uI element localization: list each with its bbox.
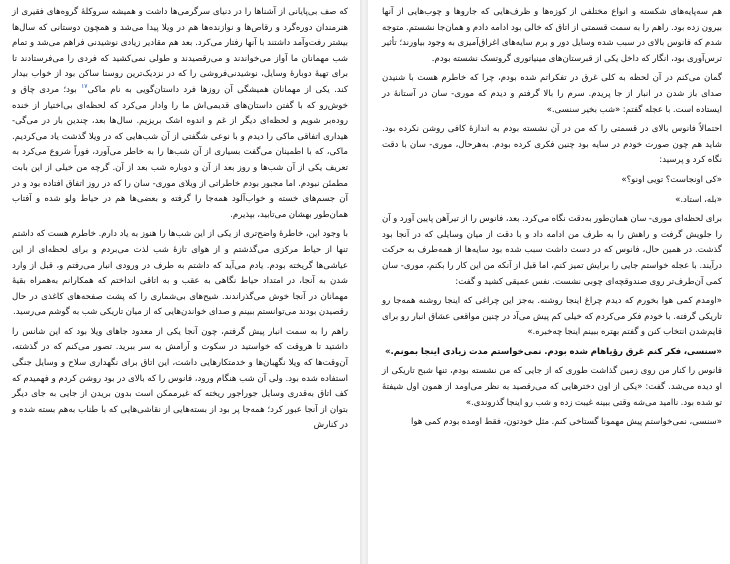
paragraph: فانوس را کنار من روی زمین گذاشت طوری که از جایی که من نشسته بودم، تنها شبح تاریکی از او دیده می‌شد. گفت: «یکی از اون دخترهایی که می‌رقصید به نظر می‌اومد از همون اول شیفتهٔ تو شده بود. ناامید می‌شه وقتی ببینه غیبت زده و شب رو اینجا گذروندی.» (382, 366, 722, 408)
book-gutter (360, 0, 368, 564)
dialogue-paragraph: «سنسی، نمی‌خواستم پیش مهمونا گستاخی کنم. مثل خودتون، فقط اومده بودم کمی هوا (410, 417, 722, 428)
left-page (0, 0, 360, 564)
right-page (368, 0, 730, 564)
paragraph: احتمالاً فانوس بالای در قسمتی را که من در آن نشسته بودم به اندازهٔ کافی روشن نکرده بود. شاید هم چون صورت خودم در سایه بود چنین فکری کرده بودم. به‌هرحال، موری- سان با دقت نگاه کرد و پرسید: (382, 124, 722, 166)
paragraph: گمان می‌کنم در آن لحظه به کلی غرق در تفکراتم شده بودم، چرا که خاطرم هست با شنیدن صدای باز شدن در انبار از جا پریدم. سرم را بالا گرفتم و دیدم که موری- سان در آستانهٔ در ایستاده است. با عجله گفتم: «شب بخیر سنسی.» (382, 73, 722, 115)
paragraph: هم سه‌پایه‌های شکسته و انواع مختلفی از کوزه‌ها و ظرف‌هایی که جاروها و چوب‌هایی از آنها بیرون زده بود. راهم را به سمت قسمتی از اتاق که خالی بود ادامه دادم و همان‌جا نشستم. متوجه شدم که فانوس بالای در سبب شده وسایل دور و برم سایه‌های اغراق‌آمیزی به وجود بیاورند؛ تأثیر ترس‌آوری بود، انگار که داخل یکی از قبرستان‌های مینیاتوری گروتسک نشسته بودم. (382, 7, 722, 64)
dialogue-line: «بله، استاد.» (675, 194, 722, 205)
paragraph (12, 5, 348, 223)
paragraph-text: که صف بی‌پایانی از آشناها را در دنیای سرگرمی‌ها داشت و همیشه سروکلهٔ گروه‌های فقیری از هنرمندان دوره‌گرد و رقاص‌ها و نوازنده‌ها هم در ویلا پیدا می‌شد و همچون دوستانی که سال‌ها بیشتر رفت‌وآمد داشتند با آنها رفتار می‌کرد. بعد هم مقادیر زیادی نوشیدنی فراهم می‌شد و تمام شب مهمانان ما آواز می‌خواندند و می‌رقصیدند و طولی نمی‌کشید که فردی را می‌فرستادند تا برای تهیهٔ دوبارهٔ وسایل، نوشیدنی‌فروشی را که در نزدیک‌ترین روستا ساکن بود از خواب بیدار کند. یکی از مهمانان همیشگی آن روزها فرد داستان‌گویی به نام ماکی (12, 7, 348, 95)
paragraph: برای لحظه‌ای موری- سان همان‌طور به‌دقت نگاه می‌کرد. بعد، فانوس را از تیرآهن پایین آورد و آن را جلویش گرفت و راهش را به طرف من ادامه داد و با دقت از میان وسایلی که در آنجا بود گذشت. در همین حال، فانوس که در دست داشت سبب شده بود سایه‌ها از همه‌طرف به حرکت درآیند. با عجله خواستم جایی را برایش تمیز کنم، اما قبل از آنکه من این کار را بکنم، موری- سان کمی آن‌طرف‌تر روی صندوقچه‌ای چوبی نشست. نفس عمیقی کشید و گفت: (382, 214, 722, 287)
dialogue-line: «کی اونجاست؟ تویی اونو؟» (621, 174, 722, 185)
paragraph: راهم را به سمت انبار پیش گرفتم، چون آنجا یکی از معدود جاهای ویلا بود که این شانس را داشتید تا هروقت که خواستید در سکوت و آرامش به سر ببرید. تصور می‌کنم که در گذشته، آن‌وقت‌ها که ویلا نگهبان‌ها و خدمتکارهایی داشت، این اتاق برای نگهداری سلاح و وسایل جنگی استفاده شده بود. ولی آن شب هنگام ورود، فانوس را که بالای در بود روشن کردم و فهمیدم که کف اتاق به‌قدری وسایل جوراجور ریخته که غیرممکن است بدون بریدن از جایی به جای دیگر بتوان از آنجا عبور کرد؛ همه‌جا پر بود از بسته‌هایی از نقاشی‌هایی که با طناب به‌هم بسته شده و در کنارش (12, 326, 348, 431)
paragraph-text: بود؛ مردی چاق و خوش‌رو که با گفتن داستان‌های قدیمی‌اش ما را وادار می‌کرد که لحظه‌ای بی‌اختیار از خنده روده‌بر شویم و لحظه‌ای دیگر از غم و اندوه اشک بریزیم. سال‌ها بعد، چندین بار در می‌گی- هیداری اتفاقی ماکی را دیدم و با نوعی شگفتی از آن شب‌هایی که در ویلا گذشت یاد می‌کردیم. ماکی، که با اطمینان می‌گفت بسیاری از آن شب‌ها را به خاطر می‌آورد، فوراً شروع می‌کرد به تعریف یکی از آن شب‌ها و روز بعد از آن و دوباره شب بعد از آن. گرچه من خیلی از این بابت مطمئن نبودم. اما مجبور بودم خاطراتی از ویلای موری- سان را که در روز اتفاق افتاده بود و در آن جسم‌های خسته و خواب‌آلود همه‌جا را گرفته و بعضی‌ها هم در حیاط ولو شده و آفتاب همان‌طور بهشان می‌تابید، بپذیرم. (12, 84, 348, 220)
dialogue-paragraph: «اومدم کمی هوا بخورم که دیدم چراغ اینجا روشنه. به‌جز این چراغی که اینجا روشنه همه‌جا رو تاریکی گرفته. با خودم فکر می‌کردم که خیلی کم پیش می‌آد در چنین مواقعی عشاق انبار رو برای قایم‌شدن انتخاب کنن و گفتم بهتره ببینم اینجا چه‌خبره.» (382, 296, 722, 338)
footnote-marker[interactable]: ۱۷ (81, 83, 88, 91)
dialogue-paragraph-bold: «سنسی، فکر کنم غرق رؤیاهام شده بودم. نمی‌خواستم مدت زیادی اینجا بمونم.» (384, 346, 722, 357)
paragraph: با وجود این، خاطرهٔ واضح‌تری از یکی از این شب‌ها را هنوز به یاد دارم. خاطرم هست که داشتم تنها از حیاط مرکزی می‌گذشتم و از هوای تازهٔ شب لذت می‌بردم و برای لحظه‌ای از این عیاشی‌ها گریخته بودم. یادم می‌آید که داشتم به طرف در ورودی انبار می‌رفتم و، قبل از وارد شدن به آنجا، در امتداد حیاط نگاهی به عقب و به اتاقی انداختم که همکارانم به‌همراه بقیهٔ مهمانان در آنجا خوش می‌گذراندند. شیح‌های بی‌شماری را که پشت صفحه‌های کاغذی در حال رقصیدن بودند می‌توانستم ببینم و صدای خواندن‌هایی که از میان تاریکی شب به گوشم می‌رسید. (12, 229, 348, 318)
